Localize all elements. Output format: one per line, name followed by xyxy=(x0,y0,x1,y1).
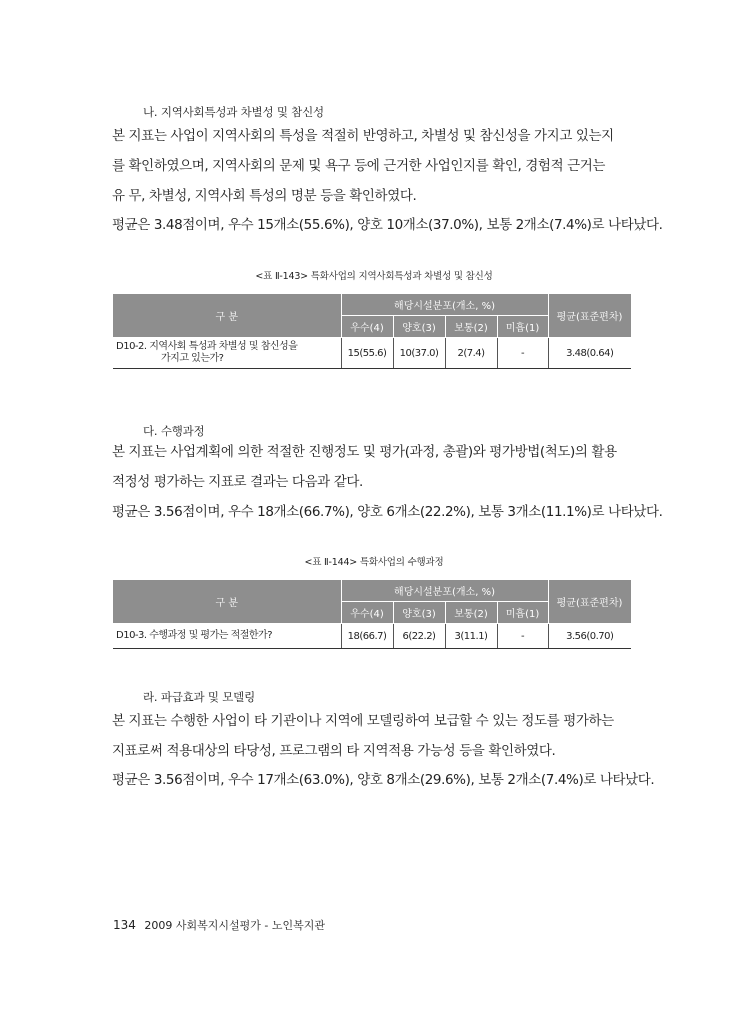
header-distribution: 해당시설분포(개소, %) xyxy=(341,580,548,602)
header-fair: 보통(2) xyxy=(445,316,497,338)
page-footer xyxy=(113,917,325,933)
header-distribution: 해당시설분포(개소, %) xyxy=(341,294,548,316)
row-item-line1: D10-3. 수행과정 및 평가는 적절한가? xyxy=(116,630,273,641)
cell-excellent: 15(55.6) xyxy=(341,338,393,369)
paragraph-line: 평균은 3.48점이며, 우수 15개소(55.6%), 양호 10개소(37.0%), 보통 2개소(7.4%)로 나타났다. xyxy=(112,217,663,233)
header-group: 구 분 xyxy=(113,580,341,624)
paragraph-line: 평균은 3.56점이며, 우수 17개소(63.0%), 양호 8개소(29.6%), 보통 2개소(7.4%)로 나타났다. xyxy=(112,772,655,788)
paragraph-line: 본 지표는 사업이 지역사회의 특성을 적절히 반영하고, 차별성 및 참신성을 가지고 있는지 xyxy=(112,128,614,144)
header-good: 양호(3) xyxy=(393,316,445,338)
section-heading-na: 나. 지역사회특성과 차별성 및 참신성 xyxy=(143,105,324,119)
header-group: 구 분 xyxy=(113,294,341,338)
header-poor: 미흡(1) xyxy=(497,316,548,338)
footer-text: 2009 사회복지시설평가 - 노인복지관 xyxy=(144,919,325,932)
header-poor: 미흡(1) xyxy=(497,602,548,624)
header-average: 평균(표준편차) xyxy=(548,294,631,338)
table-row xyxy=(113,624,631,649)
section-heading-ra: 라. 파급효과 및 모델링 xyxy=(143,690,256,704)
paragraph-line: 적정성 평가하는 지표로 결과는 다음과 같다. xyxy=(112,474,363,490)
paragraph-line: 유 무, 차별성, 지역사회 특성의 명분 등을 확인하였다. xyxy=(112,188,417,204)
row-item xyxy=(113,624,341,649)
header-average: 평균(표준편차) xyxy=(548,580,631,624)
cell-excellent: 18(66.7) xyxy=(341,624,393,649)
cell-fair: 2(7.4) xyxy=(445,338,497,369)
row-item-line2: 가지고 있는가? xyxy=(161,353,224,364)
header-excellent: 우수(4) xyxy=(341,602,393,624)
paragraph-line: 평균은 3.56점이며, 우수 18개소(66.7%), 양호 6개소(22.2%), 보통 3개소(11.1%)로 나타났다. xyxy=(112,504,663,520)
paragraph-line: 를 확인하였으며, 지역사회의 문제 및 욕구 등에 근거한 사업인지를 확인, 경험적 근거는 xyxy=(112,158,606,174)
table-caption: <표 Ⅱ-143> 특화사업의 지역사회특성과 차별성 및 참신성 xyxy=(255,271,493,282)
header-excellent: 우수(4) xyxy=(341,316,393,338)
section-heading-da: 다. 수행과정 xyxy=(143,424,205,438)
data-table xyxy=(113,579,632,649)
header-good: 양호(3) xyxy=(393,602,445,624)
cell-average: 3.48(0.64) xyxy=(548,338,631,369)
page-number: 134 xyxy=(113,918,136,932)
cell-poor: - xyxy=(497,338,548,369)
header-fair: 보통(2) xyxy=(445,602,497,624)
table-caption: <표 Ⅱ-144> 특화사업의 수행과정 xyxy=(304,557,444,568)
cell-fair: 3(11.1) xyxy=(445,624,497,649)
row-item-line1: D10-2. 지역사회 특성과 차별성 및 참신성을 xyxy=(116,341,298,352)
cell-good: 6(22.2) xyxy=(393,624,445,649)
table-row xyxy=(113,338,631,369)
cell-poor: - xyxy=(497,624,548,649)
cell-good: 10(37.0) xyxy=(393,338,445,369)
paragraph-line: 본 지표는 사업계획에 의한 적절한 진행정도 및 평가(과정, 총괄)와 평가방법(척도)의 활용 xyxy=(112,444,617,460)
cell-average: 3.56(0.70) xyxy=(548,624,631,649)
paragraph-line: 본 지표는 수행한 사업이 타 기관이나 지역에 모델링하여 보급할 수 있는 정도를 평가하는 xyxy=(112,713,614,729)
row-item xyxy=(113,338,341,369)
paragraph-line: 지표로써 적용대상의 타당성, 프로그램의 타 지역적용 가능성 등을 확인하였다. xyxy=(112,743,556,759)
data-table xyxy=(113,293,632,369)
